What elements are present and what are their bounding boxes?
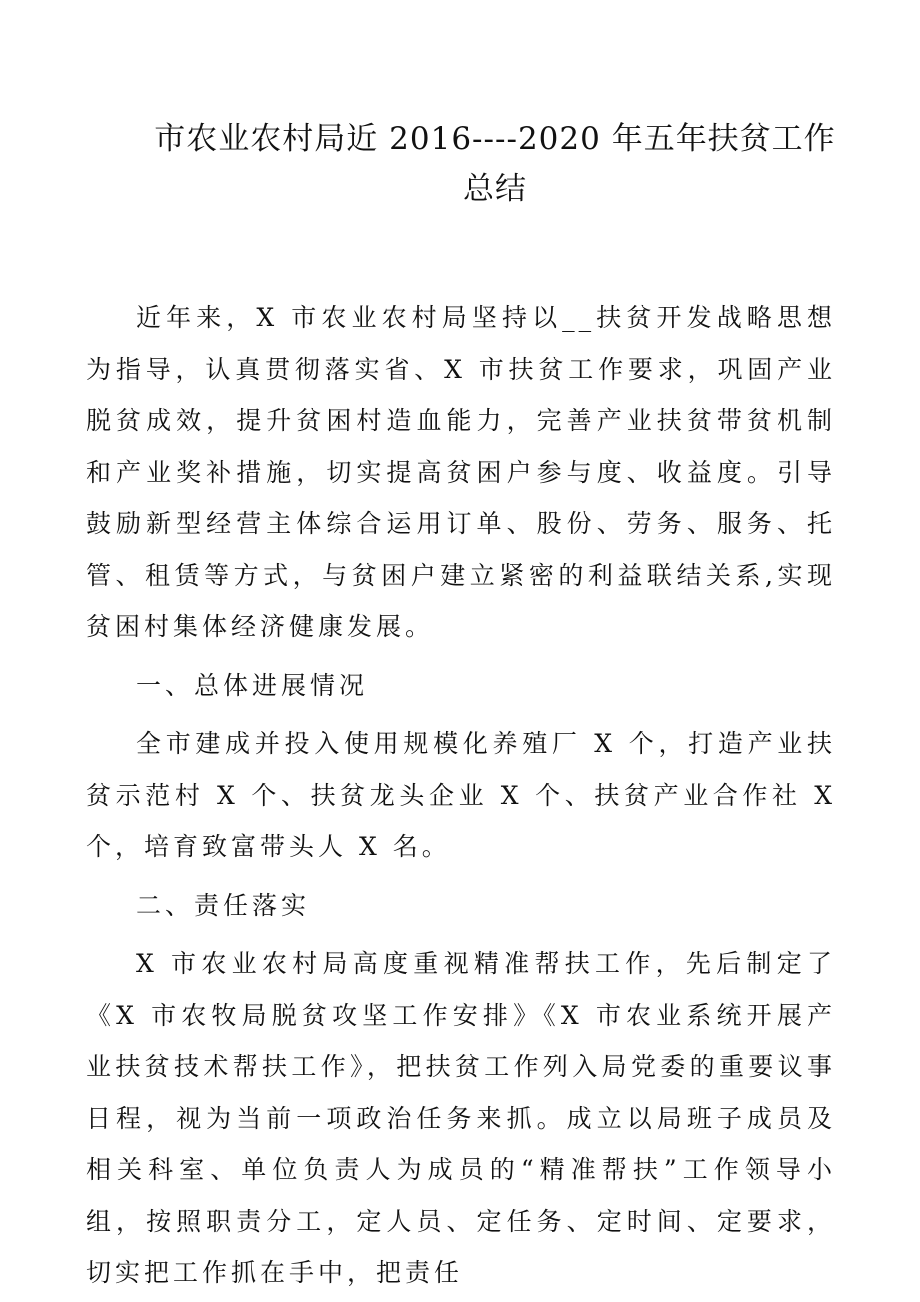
title-line-2: 总结: [463, 171, 527, 207]
document-body: [86, 292, 836, 1299]
responsibility-paragraph: X 市农业农村局高度重视精准帮扶工作，先后制定了《X 市农牧局脱贫攻坚工作安排》《X 市农业系统开展产业扶贫技术帮扶工作》，把扶贫工作列入局党委的重要议事日程，视为当前一项政治任务来抓。成立以局班子成员及相关科室、单位负责人为成员的“精准帮扶”工作领导小组，按照职责分工，定人员、定任务、定时间、定要求，切实把工作抓在手中，把责任: [86, 949, 836, 1287]
document-title: [120, 114, 870, 214]
section-heading-responsibility: 二、责任落实: [136, 890, 311, 920]
progress-paragraph: 全市建成并投入使用规模化养殖厂 X 个，打造产业扶贫示范村 X 个、扶贫龙头企业 X 个、扶贫产业合作社 X 个，培育致富带头人 X 名。: [86, 729, 836, 861]
intro-paragraph: 近年来，X 市农业农村局坚持以__扶贫开发战略思想为指导，认真贯彻落实省、X 市扶贫工作要求，巩固产业脱贫成效，提升贫困村造血能力，完善产业扶贫带贫机制和产业奖补措施，切实提高贫困户参与度、收益度。引导鼓励新型经营主体综合运用订单、股份、劳务、服务、托管、租赁等方式，与贫困户建立紧密的利益联结关系,实现贫困村集体经济健康发展。: [86, 303, 836, 641]
title-line-1: 市农业农村局近 2016----2020 年五年扶贫工作: [154, 121, 836, 157]
section-heading-overall-progress: 一、总体进展情况: [136, 670, 369, 700]
